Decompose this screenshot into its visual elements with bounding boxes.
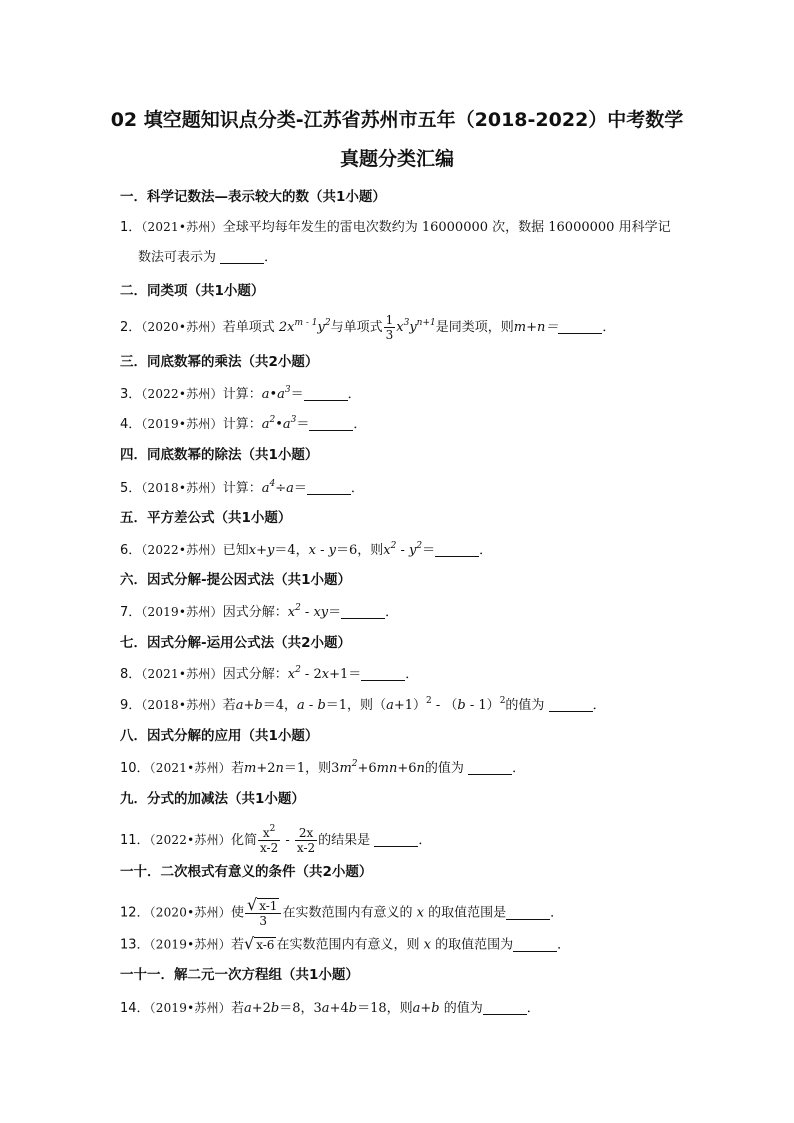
section-heading-6: 六．因式分解-提公因式法（共1小题） <box>120 572 351 588</box>
question-9: 9．（2018•苏州）若a+b＝4，a - b＝1，则$(a+1)^2 - (b - 1)^2$的值为 ． <box>120 696 606 713</box>
question-3: 3．（2022•苏州）计算：$a•a^3=$ ． <box>120 385 361 402</box>
radical-x-6: √ x-6 <box>243 934 275 953</box>
answer-blank[interactable] <box>435 542 479 557</box>
answer-blank[interactable] <box>361 666 405 681</box>
answer-blank[interactable] <box>304 386 348 401</box>
section-heading-1: 一．科学记数法—表示较大的数（共1小题） <box>120 189 386 205</box>
question-7: 7．（2019•苏州）因式分解：$x^2 - xy=$ ． <box>120 603 399 620</box>
answer-blank[interactable] <box>513 937 557 952</box>
section-heading-5: 五．平方差公式（共1小题） <box>120 510 292 526</box>
question-1-line2: 数法可表示为 ． <box>138 250 278 265</box>
answer-blank[interactable] <box>309 416 353 431</box>
answer-blank[interactable] <box>549 697 593 712</box>
section-heading-3: 三．同底数幂的乘法（共2小题） <box>120 354 319 370</box>
answer-blank[interactable] <box>483 1000 527 1015</box>
fraction-2x-over-x-2: $\frac{2x}{x-2}$ <box>296 826 316 855</box>
section-heading-9: 九．分式的加减法（共1小题） <box>120 791 305 807</box>
fraction-x2-over-x-2: $\frac{x^2}{x-2}$ <box>259 824 279 855</box>
fraction-sqrt-x-1-over-3: $\frac{√ x-1}{3}$ <box>245 898 281 928</box>
answer-blank[interactable] <box>558 319 602 334</box>
section-heading-11: 一十一．解二元一次方程组（共1小题） <box>120 967 359 983</box>
question-14: 14．（2019•苏州）若a+2b＝8，3a+4b＝18，则a+b 的值为 ． <box>120 1001 540 1016</box>
question-11: 11．（2022•苏州）化简 $\frac{x^2}{x-2}$ - $\frac{2x}{x-2}$ 的结果是 ． <box>120 824 432 855</box>
question-8: 8．（2021•苏州）因式分解：$x^2 - 2x+1=$ ． <box>120 665 419 682</box>
question-12: 12．（2020•苏州）使 $\frac{√ x-1}{3}$ 在实数范围内有意义的 x 的取值范围是 ． <box>120 895 564 928</box>
question-1-line1: 1．（2021•苏州）全球平均每年发生的雷电次数约为 16000000 次，数据 16000000 用科学记 <box>120 220 671 235</box>
question-10: 10．（2021•苏州）若m+2n＝1，则$3m^2+6mn+6n$的值为 ． <box>120 759 526 776</box>
section-heading-7: 七．因式分解-运用公式法（共2小题） <box>120 635 351 651</box>
section-heading-4: 四．同底数幂的除法（共1小题） <box>120 447 319 463</box>
question-6: 6．（2022•苏州）已知x+y＝4，x - y＝6，则$x^2 - y^2=$ ． <box>120 541 493 558</box>
answer-blank[interactable] <box>307 480 351 495</box>
section-heading-10: 一十．二次根式有意义的条件（共2小题） <box>120 864 373 880</box>
answer-blank[interactable] <box>341 604 385 619</box>
answer-blank[interactable] <box>468 760 512 775</box>
fraction-one-third: $\frac{1}{3}$ <box>385 313 394 342</box>
question-4: 4．（2019•苏州）计算：$a^2•a^3=$ ． <box>120 415 367 432</box>
answer-blank[interactable] <box>506 905 550 920</box>
question-13: 13．（2019•苏州）若√ x-6 在实数范围内有意义，则 x 的取值范围为 ． <box>120 934 570 956</box>
answer-blank[interactable] <box>374 832 418 847</box>
question-2: 2．（2020•苏州）若单项式 $2x^{m - 1}y^2$与单项式 $\frac{1}{3}$ $x^3y^{n+1}$是同类项，则m+n＝ ． <box>120 313 616 342</box>
answer-blank[interactable] <box>220 249 264 264</box>
page-title-line2: 真题分类汇编 <box>339 148 454 170</box>
section-heading-2: 二．同类项（共1小题） <box>120 283 265 299</box>
section-heading-8: 八．因式分解的应用（共1小题） <box>120 728 319 744</box>
question-5: 5．（2018•苏州）计算：$a^4\div a=$ ． <box>120 479 364 496</box>
page-title-line1: 02 填空题知识点分类-江苏省苏州市五年（2018-2022）中考数学 <box>110 109 684 131</box>
